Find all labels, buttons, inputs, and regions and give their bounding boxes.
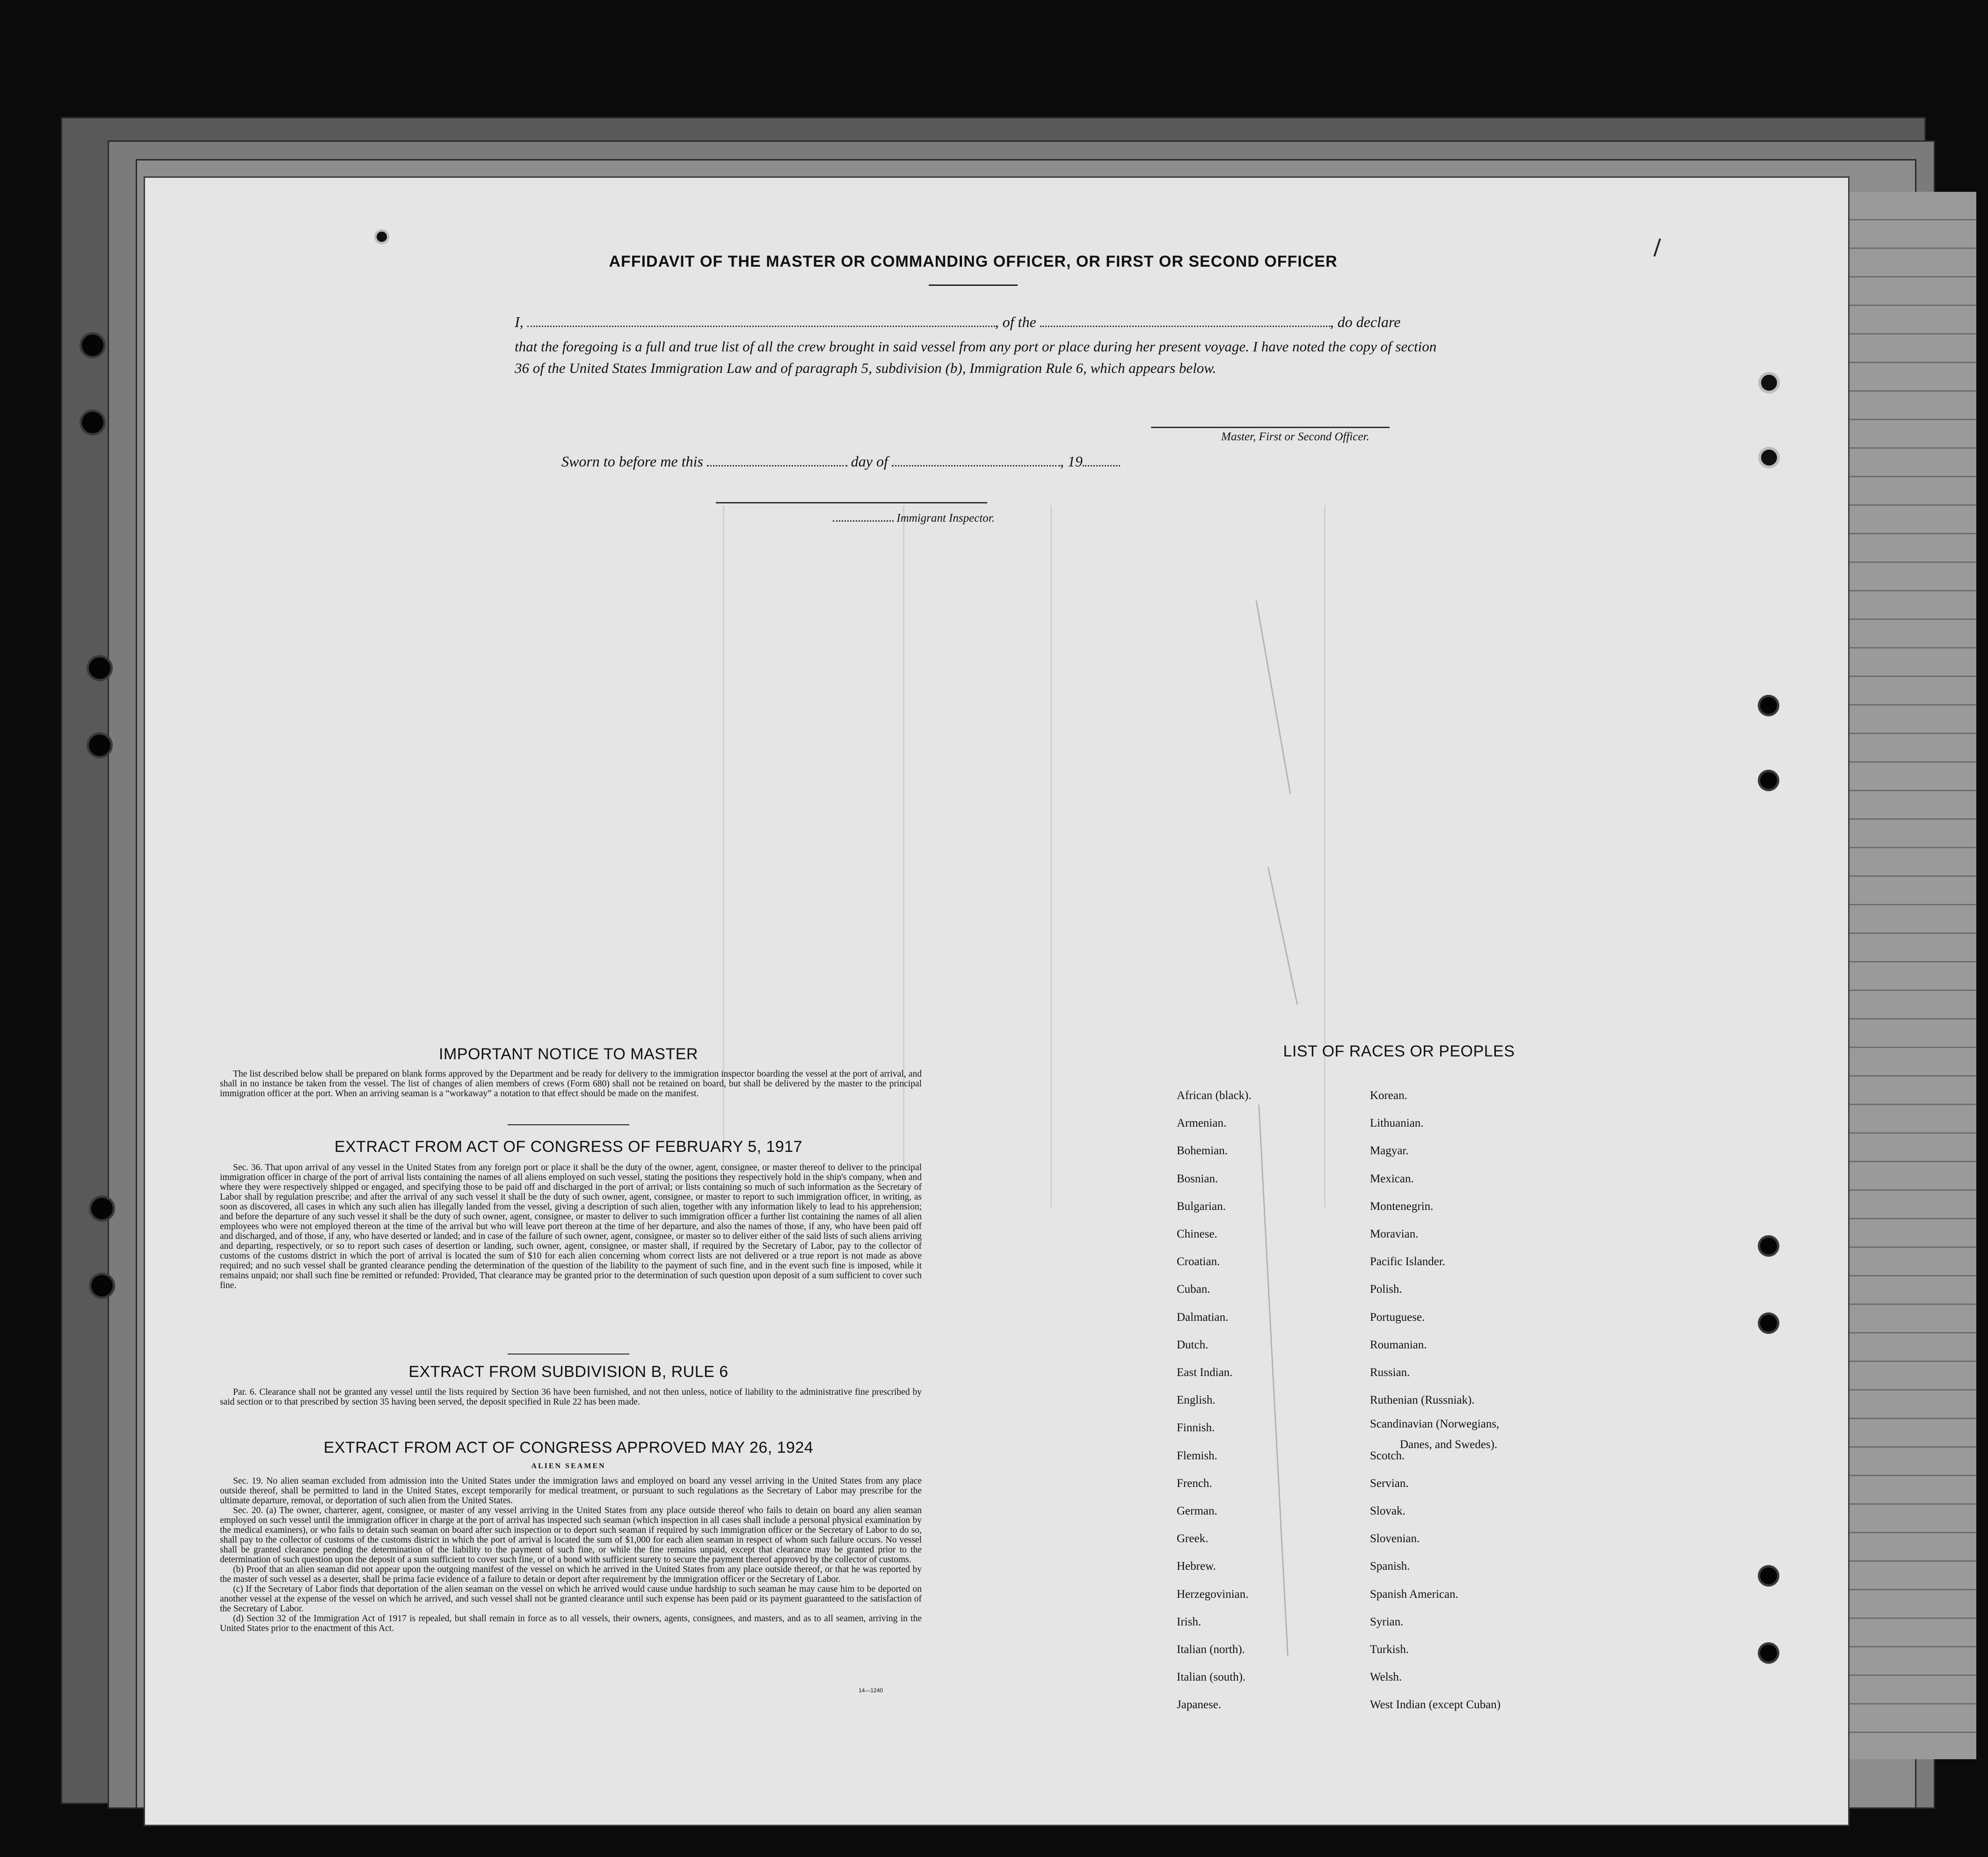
race-item: Dalmatian. [1177,1311,1229,1324]
notice-text [220,1069,922,1099]
race-item: Russian. [1370,1366,1410,1379]
binder-hole-icon [91,1198,113,1219]
rule6-paragraph: Par. 6. Clearance shall not be granted any vessel until the lists required by Section 36 have been furnished, and not then unless, notice of liability to the administrative fine prescribed by said section or to that prescribed by section 35 having been served, the deposit specified in Rule 22 has been made. [220,1387,922,1407]
section-divider [508,1354,629,1355]
vessel-blank-field[interactable] [1040,315,1330,327]
race-item: Roumanian. [1370,1338,1427,1351]
race-item: Portuguese. [1370,1311,1425,1324]
sworn-day-blank-field[interactable] [707,455,847,466]
extract-1924-paragraph: Sec. 20. (a) The owner, charterer, agent, consignee, or master of any vessel arriving in the United States from any place outside thereof who fails to detain on board any alien seaman employed on such vessel until the immigration officer in charge at the port of arrival has inspected such seaman (which inspection in all cases shall include a personal physical examination by the medical examiners), or who fails to detain such seaman on board after such inspection or to deport such seaman if required by such immigration officer or the Secretary of Labor to do so, shall pay to the collector of customs of the customs district in which the port of arrival is located the sum of $1,000 for each alien seaman in respect of whom such failure occurs. No vessel shall be granted clearance pending the determination of the liability to the payment of such fine, or while the fine remains unpaid, except that clearance may be granted prior to the determination of such question upon the deposit of a sum sufficient to cover such fine, or of a bond with sufficient surety to secure the payment thereof approved by the collector of customs. [220,1506,922,1565]
inspector-label-text: Immigrant Inspector. [896,512,995,524]
master-signature-line[interactable] [1151,427,1390,428]
rule6-title: EXTRACT FROM SUBDIVISION B, RULE 6 [408,1363,728,1381]
race-item: Italian (south). [1177,1671,1246,1684]
rule6-text [220,1387,922,1407]
race-item: Lithuanian. [1370,1117,1424,1130]
punch-hole-icon [1760,1567,1777,1584]
race-item: Cuban. [1177,1283,1210,1296]
punch-hole-icon [374,229,389,244]
extract-1924-title: EXTRACT FROM ACT OF CONGRESS APPROVED MAY 26, 1924 [323,1439,814,1456]
punch-hole-icon [1758,372,1780,393]
inspector-signature-label [833,512,995,525]
affidavit-i-label: I, [515,313,524,330]
sworn-prefix-label: Sworn to before me this [561,453,703,470]
punch-hole-icon [1758,447,1780,468]
race-item: Magyar. [1370,1144,1409,1158]
sworn-day-of-label: day of [851,453,888,470]
inspector-signature-line[interactable] [716,502,987,503]
race-item: Korean. [1370,1089,1407,1102]
race-item: Croatian. [1177,1255,1220,1268]
extract-1924-text [220,1476,922,1633]
race-item: African (black). [1177,1089,1252,1102]
notice-paragraph: The list described below shall be prepared on blank forms approved by the Department and be ready for delivery to the immigration inspector boarding the vessel at the port of arrival, and shall in no instance be taken from the vessel. The list of changes of alien members of crews (Form 680) shall not be retained on board, but shall be delivered by the master to the principal immigration officer at the port. When an arriving seaman is a “workaway” a notation to that effect should be made on the manifest. [220,1069,922,1099]
affidavit-declare-label: , do declare [1330,313,1401,330]
race-item: Hebrew. [1177,1560,1216,1573]
race-item: Syrian. [1370,1615,1404,1628]
race-item: Pacific Islander. [1370,1255,1446,1268]
ghost-column-line [1050,505,1052,1207]
race-item: Bohemian. [1177,1144,1228,1158]
extract-1924-paragraph: (d) Section 32 of the Immigration Act of 1917 is repealed, but shall remain in force as to all vessels, their owners, agents, consignees, and masters, and as to all seamen, arriving in the United States prior to the enactment of this Act. [220,1614,922,1633]
race-item: Spanish American. [1370,1588,1458,1601]
race-item: Irish. [1177,1615,1202,1628]
race-item: Greek. [1177,1532,1209,1545]
extract-1917-title: EXTRACT FROM ACT OF CONGRESS OF FEBRUARY 5, 1917 [334,1138,803,1156]
race-item: Servian. [1370,1477,1409,1490]
punch-hole-icon [1760,1645,1777,1661]
race-item: Polish. [1370,1283,1402,1296]
binder-hole-icon [89,735,110,756]
race-item: Dutch. [1177,1338,1209,1351]
race-item: Armenian. [1177,1117,1227,1130]
races-left-column [1177,1082,1252,1719]
affidavit-body: that the foregoing is a full and true list of all the crew brought in said vessel from any port or place during her present voyage. I have noted the copy of section 36 of the United States Immigration Law and of paragraph 5, subdivision (b), Immigration Rule 6, which appears below. [515,338,1437,376]
sworn-line [561,453,1120,470]
inspector-blank-dots [833,514,894,522]
race-item: Ruthenian (Russniak). [1370,1394,1475,1407]
race-item: Japanese. [1177,1698,1222,1711]
sworn-year-blank-field[interactable] [1083,455,1120,466]
race-item: East Indian. [1177,1366,1233,1379]
race-item: Scotch. [1370,1449,1405,1462]
race-item-continuation: Danes, and Swedes). [1400,1438,1498,1451]
races-right-column [1370,1082,1500,1719]
affidavit-title: AFFIDAVIT OF THE MASTER OR COMMANDING OFFICER, OR FIRST OR SECOND OFFICER [609,253,1338,270]
punch-hole-icon [1760,1238,1777,1254]
punch-hole-icon [1760,697,1777,714]
sworn-month-blank-field[interactable] [892,455,1060,466]
race-item: French. [1177,1477,1212,1490]
notice-title: IMPORTANT NOTICE TO MASTER [439,1045,698,1063]
race-item: Scandinavian (Norwegians, [1370,1418,1500,1431]
race-item: Finnish. [1177,1421,1215,1435]
master-signature-label: Master, First or Second Officer. [1221,430,1369,443]
alien-seamen-subtitle: ALIEN SEAMEN [531,1462,606,1470]
race-item: Flemish. [1177,1449,1217,1462]
race-item: Slovak. [1370,1505,1405,1518]
extract-1917-paragraph: Sec. 36. That upon arrival of any vessel in the United States from any foreign port or place it shall be the duty of the owner, agent, consignee, or master thereof to deliver to the principal immigration officer in charge of the port of arrival lists containing the names of all aliens employed on such vessel, stating the positions they respectively hold in the ship's company, when and where they were respectively shipped or engaged, and specifying those to be paid off and discharged in the port of arrival; or lists containing so much of such information as the Secretary of Labor shall by regulation prescribe; and after the arrival of any such vessel it shall be the duty of such owner, agent, consignee, or master to report to such immigration officer, in writing, as soon as discovered, all cases in which any such alien has illegally landed from the vessel, giving a description of such alien, together with any information likely to lead to his apprehension; and before the departure of any such vessel it shall be the duty of such owner, agent, consignee, or master to deliver to such immigration officer a further list containing the names of all alien employees who were not employed thereon at the time of the arrival but who will leave port thereon at the time of her departure, and also the names of those, if any, who have been paid off and discharged, and of those, if any, who have deserted or landed; and in case of the failure of such owner, agent, consignee, or master so to deliver either of the said lists of such aliens arriving and departing, respectively, or so to report such cases of desertion or landing, such owner, agent, consignee, or master shall, if required by the Secretary of Labor, pay to the collector of customs of the customs district in which the port of arrival is located the sum of $10 for each alien concerning whom correct lists are not delivered or a true report is not made as above required; and no such vessel shall be granted clearance pending the determination of the question of the liability to the payment of such fine, and in the event such fine is imposed, while it remains unpaid; nor shall such fine be remitted or refunded: Provided, That clearance may be granted prior to the determination of such question upon deposit of a sum sufficient to cover such fine. [220,1163,922,1290]
punch-hole-icon [1760,1315,1777,1332]
binder-hole-icon [91,1275,113,1296]
affidavit-of-the-label: , of the [995,313,1036,330]
form-code: 14—1240 [859,1687,883,1694]
name-blank-field[interactable] [527,315,995,327]
ghost-column-line [723,505,724,1207]
race-item: Slovenian. [1370,1532,1420,1545]
race-item: Bulgarian. [1177,1200,1226,1213]
race-item: Moravian. [1370,1228,1419,1241]
extract-1924-paragraph: (c) If the Secretary of Labor finds that deportation of the alien seaman on the vessel on which he arrived would cause undue hardship to such seaman he may cause him to be deported on another vessel at the expense of the vessel on which he arrived, and such vessel shall not be granted clearance until such expense has been paid or its payment guaranteed to the satisfaction of the Secretary of Labor. [220,1584,922,1614]
race-item: Herzegovinian. [1177,1588,1249,1601]
ruled-sheet-edge [1834,192,1976,1759]
affidavit-declaration-line [515,313,1400,331]
race-item: German. [1177,1505,1217,1518]
ghost-column-line [903,505,904,1207]
race-item: Turkish. [1370,1643,1409,1656]
binder-hole-icon [82,412,103,433]
extract-1924-paragraph: (b) Proof that an alien seaman did not appear upon the outgoing manifest of the vessel on which he arrived in the United States from any place outside thereof, or that he was reported by the master of such vessel as a deserter, shall be prima facie evidence of a failure to detain or deport after requirement by the immigration officer or the Secretary of Labor. [220,1565,922,1584]
race-item: Welsh. [1370,1671,1402,1684]
title-underline [929,284,1018,286]
race-item: Italian (north). [1177,1643,1245,1656]
sworn-year-label: , 19 [1060,453,1083,470]
section-divider [508,1124,629,1125]
race-item: English. [1177,1394,1216,1407]
race-item: Montenegrin. [1370,1200,1434,1213]
extract-1924-paragraph: Sec. 19. No alien seaman excluded from admission into the United States under the immigration laws and employed on board any vessel arriving in the United States from any place outside thereof, shall be permitted to land in the United States, except temporarily for medical treatment, or pursuant to such regulations as the Secretary of Labor may prescribe for the ultimate departure, removal, or deportation of such alien from the United States. [220,1476,922,1506]
race-item: Bosnian. [1177,1172,1218,1185]
race-item: Mexican. [1370,1172,1414,1185]
binder-hole-icon [89,657,110,679]
extract-1917-text [220,1163,922,1290]
ghost-column-line [1324,505,1325,1207]
race-item: West Indian (except Cuban) [1370,1698,1501,1711]
punch-hole-icon [1760,772,1777,789]
binder-hole-icon [82,335,103,356]
races-title: LIST OF RACES OR PEOPLES [1283,1042,1515,1060]
race-item: Chinese. [1177,1228,1217,1241]
race-item: Spanish. [1370,1560,1410,1573]
